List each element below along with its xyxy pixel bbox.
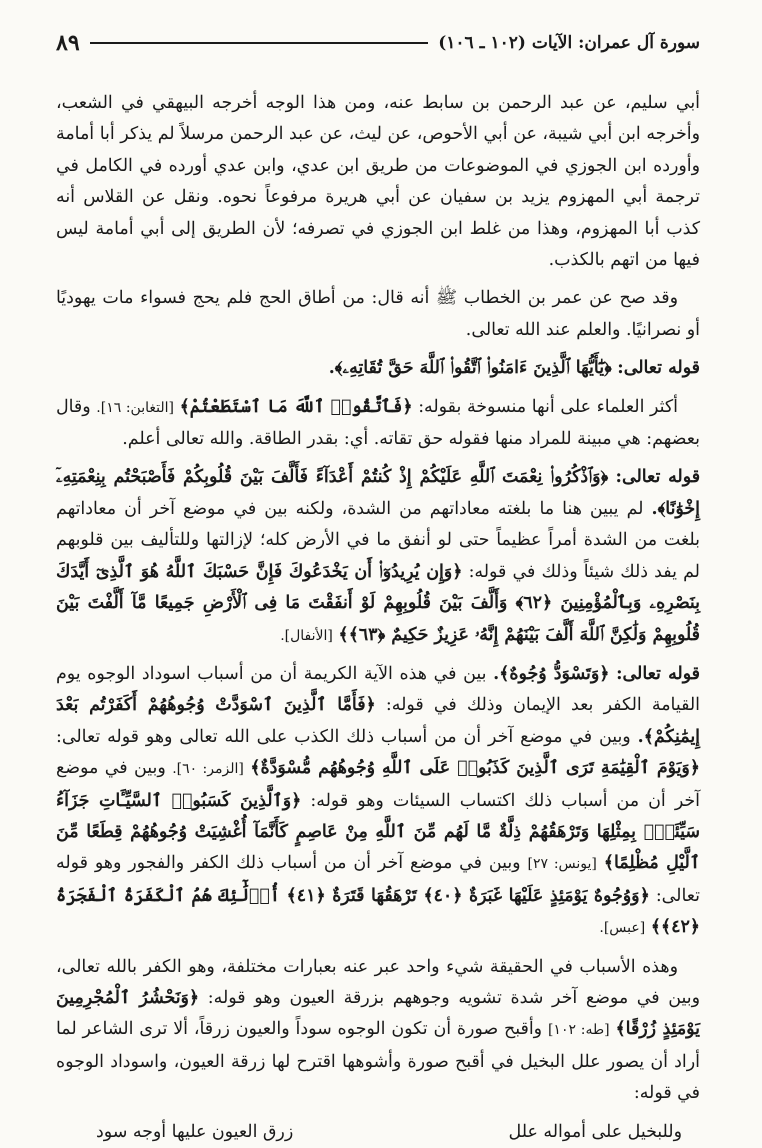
verse-reference: [الأنفال].: [280, 627, 333, 644]
page-header: [56, 28, 700, 58]
paragraph: [56, 88, 700, 276]
verse-reference: [عبس].: [599, 920, 646, 937]
running-title: سورة آل عمران: الآيات (١٠٢ ـ ١٠٦): [438, 33, 700, 53]
paragraph-text: وهذه الأسباب في الحقيقة شيء واحد عبر عنه بعبارات مختلفة، وهو الكفر بالله تعالى، وبين في موضع آخر شدة تشويه وجوههم بزرقة العيون وهو قوله:: [56, 956, 701, 1008]
paragraph-text: وبين في موضع آخر أن من أسباب ذلك الكفر والفجور وهو قوله تعالى:: [56, 853, 700, 906]
quran-verse: ﴿وَيَوْمَ ٱلْقِيَٰمَةِ تَرَى ٱلَّذِينَ كَذَبُوا۟ عَلَى ٱللَّهِ وُجُوهُهُم مُّسْوَدَّةٌ﴾: [250, 758, 700, 779]
quran-verse: ﴿وَٱلَّذِينَ كَسَبُوا۟ ٱلسَّيِّـَٔاتِ جَزَآءُ سَيِّئَةٍۭ بِمِثْلِهَا وَتَرْهَقُهُمْ ذِلَّةٌ مَّا لَهُم مِّنَ ٱللَّهِ مِنْ عَاصِمٍ كَأَنَّمَآ أُغْشِيَتْ وُجُوهُهُمْ قِطَعًا مِّنَ ٱلَّيْلِ مُظْلِمًا﴾: [56, 790, 701, 874]
page-body: [56, 88, 700, 1148]
paragraph: [56, 283, 700, 346]
paragraph-text: وبين في موضع آخر أن من أسباب ذلك اكتساب السيئات وهو قوله:: [56, 758, 701, 811]
paragraph-text: وبين في موضع آخر أن من أسباب ذلك الكذب على الله تعالى وهو قوله تعالى:: [56, 726, 631, 747]
quran-verse: ﴿وَتَسْوَدُّ وُجُوهٌ﴾.: [493, 663, 610, 684]
verse-heading: [56, 353, 700, 384]
poem-verse: [56, 1117, 700, 1148]
lead-phrase: قوله تعالى:: [616, 663, 700, 684]
verse-reference: [التغابن: ١٦].: [96, 399, 174, 416]
lead-phrase: قوله تعالى:: [615, 467, 701, 488]
paragraph-text: بين في هذه الآية الكريمة أن من أسباب اسوداد الوجوه يوم القيامة الكفر بعد الإيمان وذلك في قوله:: [56, 663, 700, 716]
paragraph-text: وأقبح صورة أن تكون الوجوه سوداً والعيون زرقاً، ألا ترى الشاعر لما أراد أن يصور علل البخيل في أقبح صورة وأشوهها اقترح لها زرقة العيون، واسوداد الوجوه في قوله:: [56, 1019, 700, 1104]
quran-verse: ﴿فَٱتَّقُوا۟ ٱللَّهَ مَا ٱسْتَطَعْتُمْ﴾: [179, 396, 413, 417]
header-rule: [90, 42, 429, 44]
quran-verse: ﴿وَوُجُوهٌ يَوْمَئِذٍ عَلَيْهَا غَبَرَةٌ ﴿٤٠﴾ تَرْهَقُهَا قَتَرَةٌ ﴿٤١﴾ أُو۟لَٰٓئِكَ هُمُ ٱلْكَفَرَةُ ٱلْفَجَرَةُ ﴿٤٢﴾﴾: [56, 885, 700, 938]
quran-verse: ﴿وَٱذْكُرُوا۟ نِعْمَتَ ٱللَّهِ عَلَيْكُمْ إِذْ كُنتُمْ أَعْدَآءً فَأَلَّفَ بَيْنَ قُلُوبِكُمْ فَأَصْبَحْتُم بِنِعْمَتِهِۦٓ إِخْوَٰنًا﴾.: [56, 467, 700, 519]
paragraph-text: لم يبين هنا ما بلغته معاداتهم من الشدة، ولكنه بين في موضع آخر أن معاداتهم بلغت من الشدة أمراً عظيماً حتى لو أنفق ما في الأرض كله؛ لإزالتها وللتأليف بين قلوبهم لم يفد ذلك شيئاً وذلك في قوله:: [56, 498, 700, 582]
quran-verse: ﴿وَنَحْشُرُ ٱلْمُجْرِمِينَ يَوْمَئِذٍ زُرْقًا﴾: [56, 987, 700, 1040]
paragraph: [56, 952, 700, 1110]
paragraph-text: أبي سليم، عن عبد الرحمن بن سابط عنه، ومن هذا الوجه أخرجه البيهقي في الشعب، وأخرجه ابن أبي شيبة، عن أبي الأحوص، عن ليث، عن عبد الرحمن مرسلاً لم يذكر أبا أمامة وأورده ابن الجوزي في الموضوعات من طريق ابن عدي، وابن عدي أورده في الكامل في ترجمة أبي المهزوم يزيد بن سفيان عن أبي هريرة مرفوعاً نحوه. ونقل عن القلاس أنه كذب أبا المهزوم، وهذا من غلط ابن الجوزي في تصرفه؛ لأن الطريق إلى أبي أمامة ليس فيها من اتهم بالكذب.: [56, 93, 700, 271]
verse-reference: [الزمر: ٦٠].: [172, 761, 244, 778]
verse-heading: [56, 462, 700, 651]
verse-reference: [طه: ١٠٢]: [547, 1022, 610, 1039]
paragraph-text: وقد صح عن عمر بن الخطاب ﷺ أنه قال: من أطاق الحج فلم يحج فسواء مات يهوديًا أو نصرانيًا. والعلم عند الله تعالى.: [56, 288, 700, 340]
poem-hemistich-first: وللبخيل على أمواله علل: [508, 1121, 682, 1142]
page-number: ٨٩: [56, 30, 80, 56]
verse-heading: [56, 659, 700, 945]
quran-verse: ﴿وَإِن يُرِيدُوٓا۟ أَن يَخْدَعُوكَ فَإِنَّ حَسْبَكَ ٱللَّهُ هُوَ ٱلَّذِىٓ أَيَّدَكَ بِنَصْرِهِۦ وَبِٱلْمُؤْمِنِينَ ﴿٦٢﴾ وَأَلَّفَ بَيْنَ قُلُوبِهِمْ لَوْ أَنفَقْتَ مَا فِى ٱلْأَرْضِ جَمِيعًا مَّآ أَلَّفْتَ بَيْنَ قُلُوبِهِمْ وَلَٰكِنَّ ٱللَّهَ أَلَّفَ بَيْنَهُمْ إِنَّهُۥ عَزِيزٌ حَكِيمٌ ﴿٦٣﴾﴾: [56, 561, 700, 645]
paragraph-text: وقال بعضهم: هي مبينة للمراد منها فقوله حق تقاته. أي: بقدر الطاقة. والله تعالى أعلم.: [56, 396, 700, 450]
lead-phrase: قوله تعالى:: [617, 358, 700, 379]
quran-verse: ﴿يَٰٓأَيُّهَا ٱلَّذِينَ ءَامَنُوا۟ ٱتَّقُوا۟ ٱللَّهَ حَقَّ تُقَاتِهِۦ﴾.: [328, 358, 612, 379]
verse-reference: [يونس: ٢٧]: [527, 856, 597, 873]
poem-hemistich-second: زرق العيون عليها أوجه سود: [96, 1121, 294, 1142]
paragraph-text: أكثر العلماء على أنها منسوخة بقوله:: [418, 396, 678, 417]
paragraph: [56, 392, 700, 456]
quran-verse: ﴿فَأَمَّا ٱلَّذِينَ ٱسْوَدَّتْ وُجُوهُهُمْ أَكَفَرْتُم بَعْدَ إِيمَٰنِكُمْ﴾.: [56, 695, 700, 747]
